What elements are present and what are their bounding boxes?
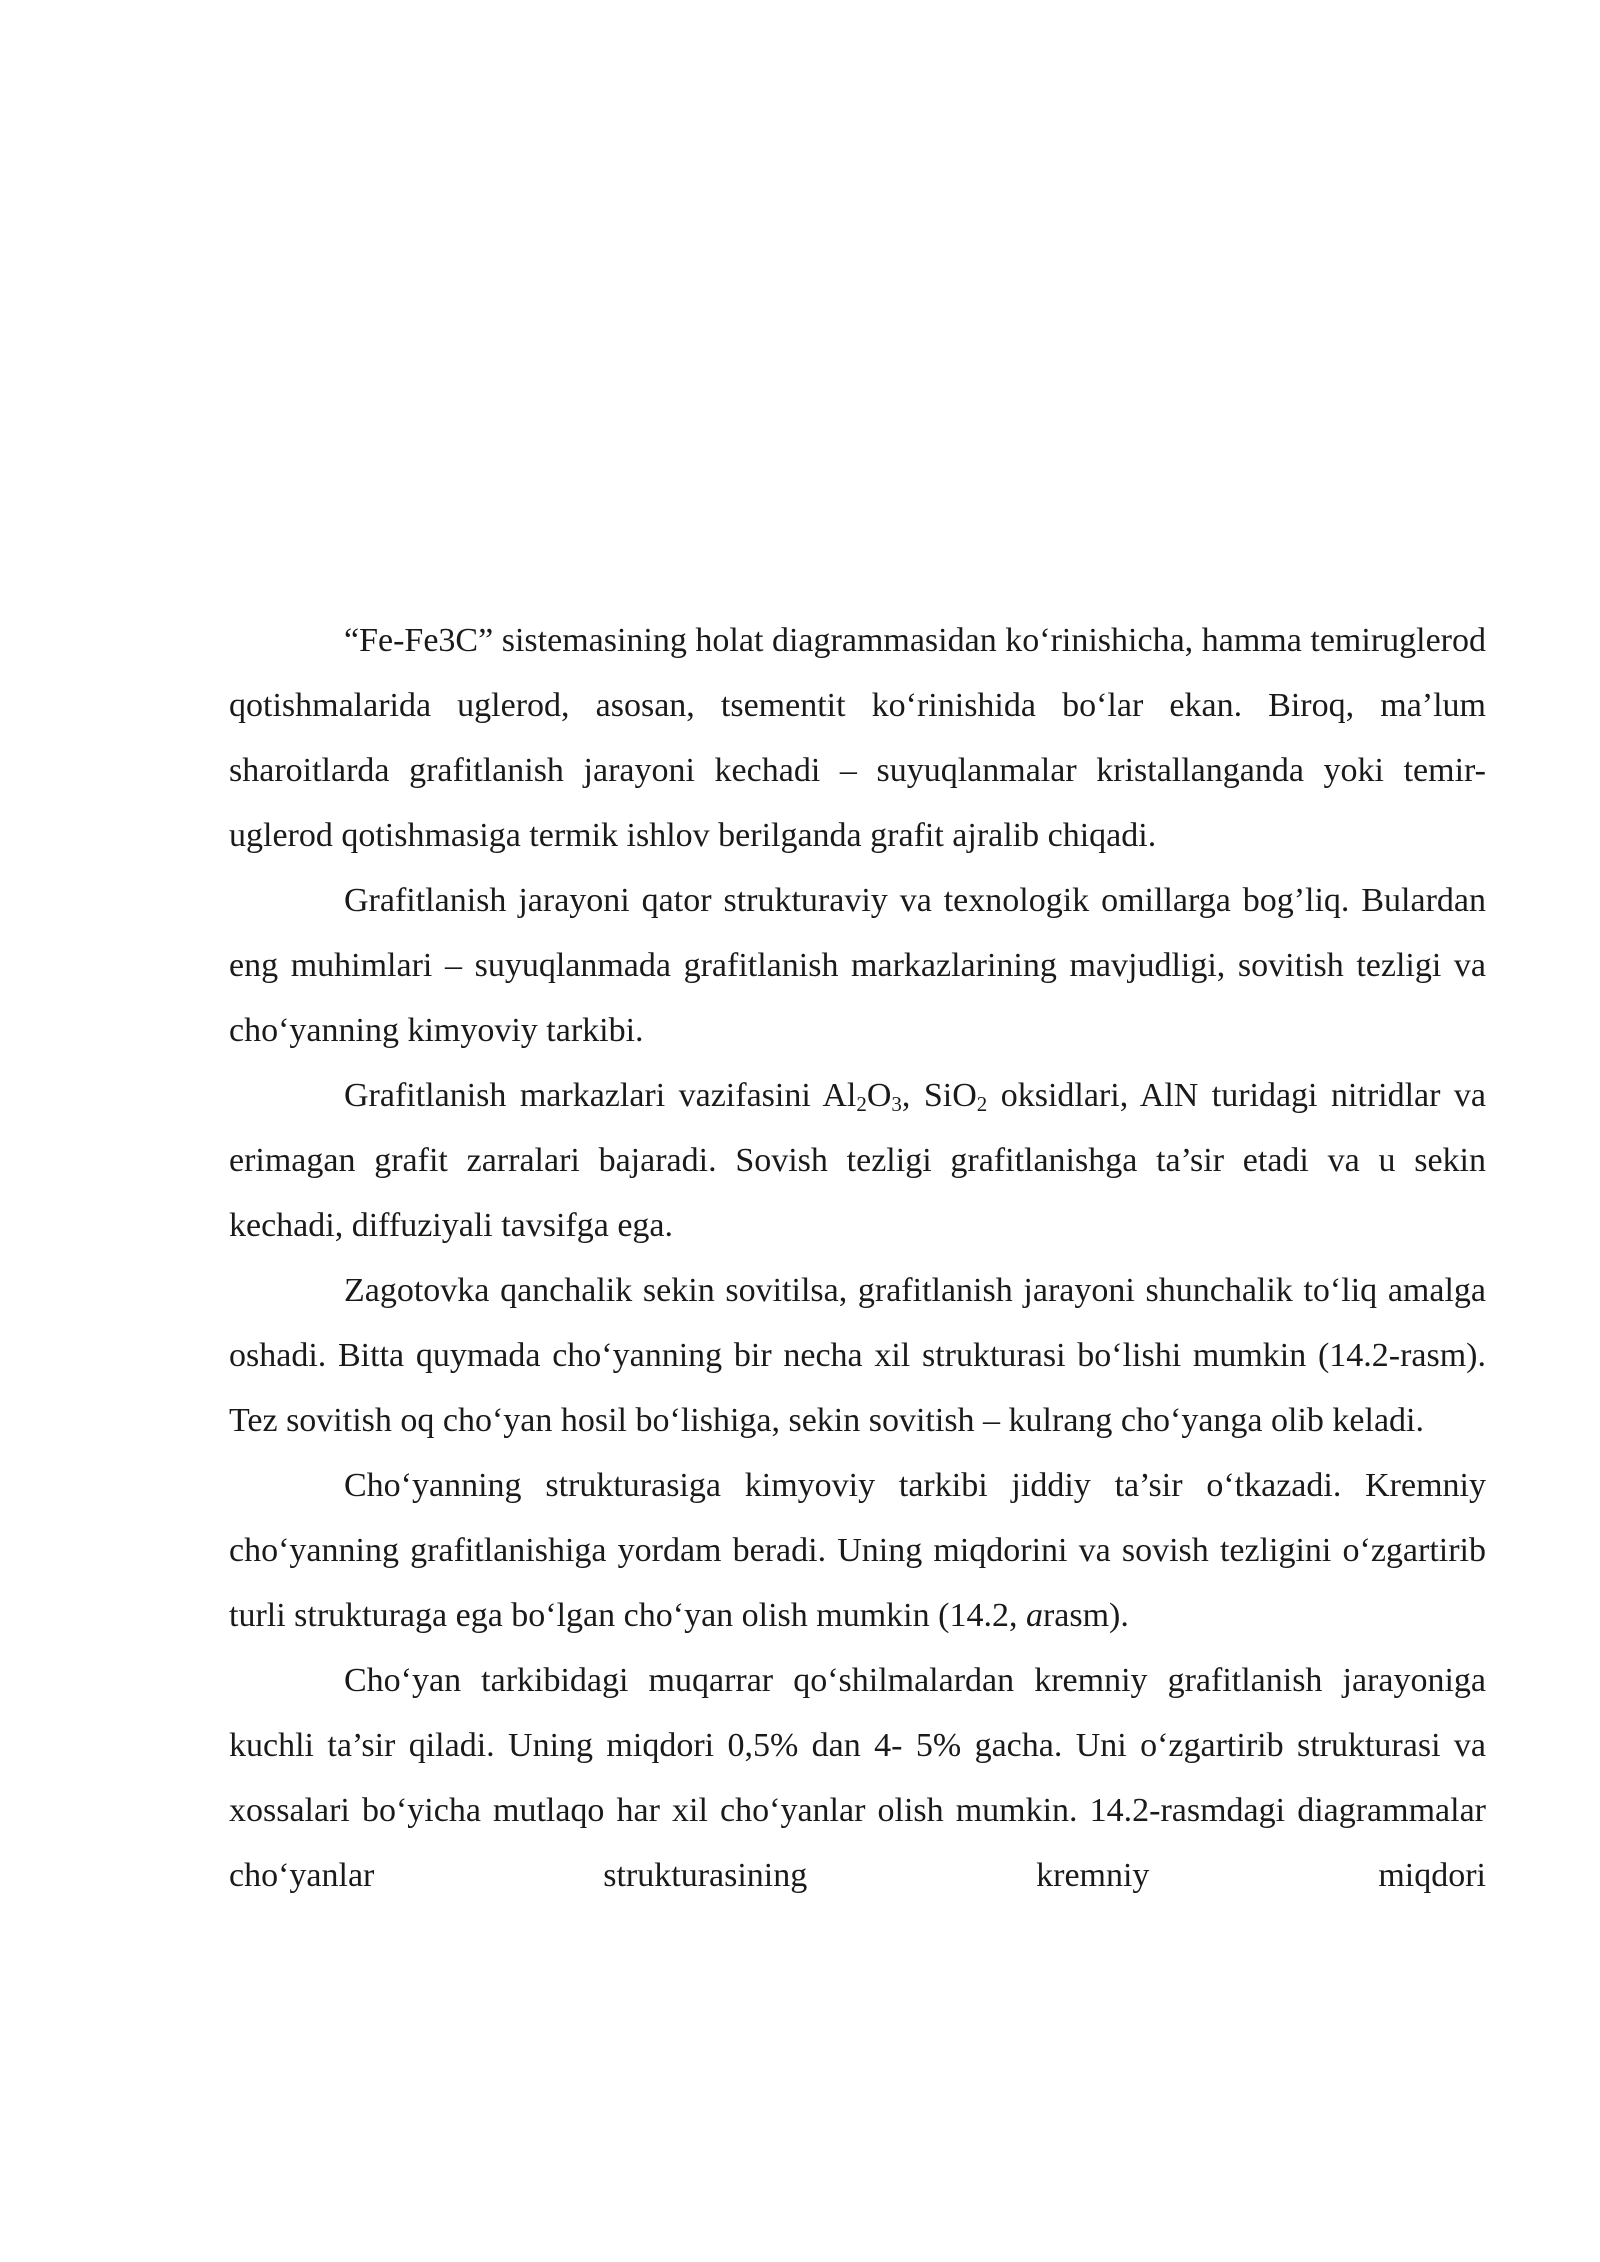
paragraph	[229, 1648, 1486, 1908]
paragraph	[229, 1258, 1486, 1453]
paragraph	[229, 1453, 1486, 1648]
text-run: Grafitlanish jarayoni qator strukturaviy va texnologik omillarga bog’liq. Bulardan eng muhimlari – suyuqlanmada grafitlanish markazlarining mavjudligi, sovitish tezligi va cho‘yanning kimyoviy tarkibi.	[229, 882, 1486, 1049]
text-run: rasm).	[1042, 1597, 1129, 1634]
text-run: “Fe-Fe3C” sistemasining holat diagrammasidan ko‘rinishicha, hamma temiruglerod qotishmalarida uglerod, asosan, tsementit ko‘rinishida bo‘lar ekan. Biroq, ma’lum sharoitlarda grafitlanish jarayoni kechadi – suyuqlanmalar kristallanganda yoki temir-uglerod qotishmasiga termik ishlov berilganda grafit ajralib chiqadi.	[229, 622, 1486, 854]
italic-text: a	[1025, 1597, 1043, 1634]
paragraph	[229, 608, 1486, 868]
subscript-text: 3	[891, 1092, 902, 1116]
paragraph	[229, 1063, 1486, 1258]
text-run: O	[866, 1077, 892, 1114]
text-run: , SiO	[901, 1077, 977, 1114]
text-run: Zagotovka qanchalik sekin sovitilsa, grafitlanish jarayoni shunchalik to‘liq amalga oshadi. Bitta quymada cho‘yanning bir necha xil strukturasi bo‘lishi mumkin (14.2-rasm). Tez sovitish oq cho‘yan hosil bo‘lishiga, sekin sovitish – kulrang cho‘yanga olib keladi.	[229, 1272, 1486, 1439]
text-run: Grafitlanish markazlari vazifasini Al	[344, 1077, 857, 1114]
subscript-text: 2	[976, 1092, 988, 1116]
text-run: Cho‘yan tarkibidagi muqarrar qo‘shilmalardan kremniy grafitlanish jarayoniga kuchli ta’sir qiladi. Uning miqdori 0,5% dan 4- 5% gacha. Uni o‘zgartirib strukturasi va xossalari bo‘yicha mutlaqo har xil cho‘yanlar olish mumkin. 14.2-rasmdagi diagrammalar cho‘yanlar strukturasining kremniy miqdori	[229, 1662, 1486, 1894]
body-text	[229, 608, 1486, 1908]
text-run: oksidlari, AlN turidagi nitridlar va erimagan grafit zarralari bajaradi. Sovish tezligi grafitlanishga ta’sir etadi va u sekin kechadi, diffuziyali tavsifga ega.	[229, 1077, 1486, 1244]
subscript-text: 2	[856, 1092, 867, 1116]
paragraph	[229, 868, 1486, 1063]
text-run: Cho‘yanning strukturasiga kimyoviy tarkibi jiddiy ta’sir o‘tkazadi. Kremniy cho‘yanning grafitlanishiga yordam beradi. Uning miqdorini va sovish tezligini o‘zgartirib turli strukturaga ega bo‘lgan cho‘yan olish mumkin (14.2,	[229, 1467, 1486, 1634]
